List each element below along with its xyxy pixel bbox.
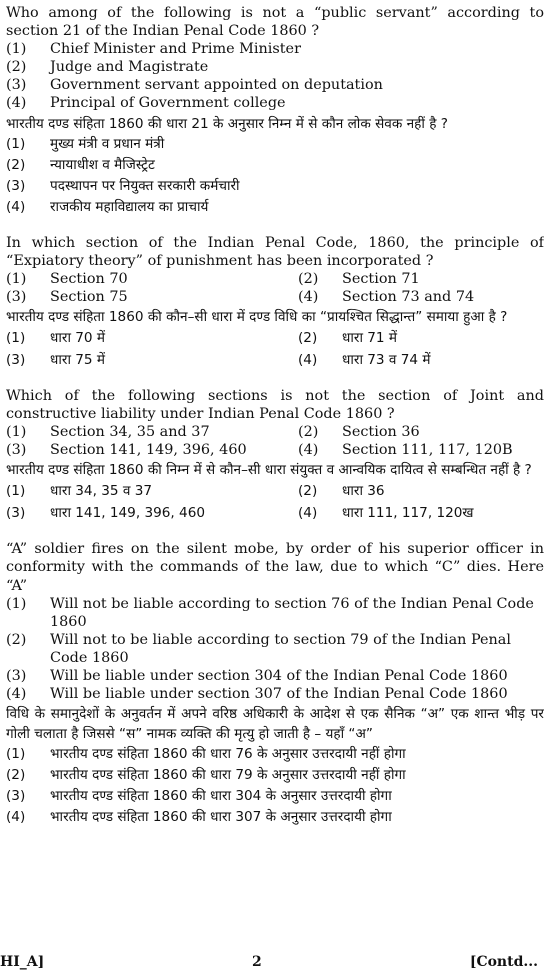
option-number: (2) xyxy=(298,270,319,287)
question-3 xyxy=(6,387,544,524)
option-number: (1) xyxy=(6,41,27,58)
option-text: धारा 75 में xyxy=(50,351,106,368)
option-text: Section 36 xyxy=(342,424,420,441)
question-2-options-en xyxy=(6,270,544,306)
option-row xyxy=(6,197,544,218)
option-cell xyxy=(298,288,544,306)
booklet-code: HI_A] xyxy=(0,954,45,970)
page-footer xyxy=(0,954,538,970)
question-4 xyxy=(6,540,544,828)
option-row xyxy=(6,807,544,828)
option-cell xyxy=(298,270,544,288)
question-2-options-hi xyxy=(6,327,544,371)
option-row xyxy=(6,631,544,667)
option-text: धारा 111, 117, 120ख xyxy=(342,505,474,522)
option-text: पदस्थापन पर नियुक्त सरकारी कर्मचारी xyxy=(50,177,240,194)
option-text: Section 141, 149, 396, 460 xyxy=(50,442,247,459)
question-3-options-en xyxy=(6,423,544,459)
option-number: (1) xyxy=(6,746,26,763)
option-text: Section 34, 35 and 37 xyxy=(50,424,210,441)
option-text: Section 111, 117, 120B xyxy=(342,442,513,459)
question-3-stem-hi: भारतीय दण्ड संहिता 1860 की निम्न में से कौन–सी धारा संयुक्त व आन्वयिक दायित्व से सम्बन्धित नहीं है ? xyxy=(6,462,532,479)
option-text: Judge and Magistrate xyxy=(50,59,209,76)
option-text: Section 73 and 74 xyxy=(342,288,475,305)
option-row xyxy=(6,685,544,703)
question-4-stem-en: “A” soldier fires on the silent mobe, by order of his superior officer in conformity with the commands of the law, due to which “C” dies. Here “A” xyxy=(6,541,544,594)
option-text: धारा 141, 149, 396, 460 xyxy=(50,505,205,522)
option-number: (2) xyxy=(6,767,26,784)
option-text: भारतीय दण्ड संहिता 1860 की धारा 79 के अनुसार उत्तरदायी नहीं होगा xyxy=(50,767,406,784)
option-number: (4) xyxy=(6,809,26,826)
option-text: राजकीय महाविद्यालय का प्राचार्य xyxy=(50,198,209,215)
option-text: Section 71 xyxy=(342,270,420,287)
option-text: Will be liable under section 304 of the Indian Penal Code 1860 xyxy=(50,667,508,684)
question-1-options-hi xyxy=(6,134,544,218)
option-number: (4) xyxy=(298,505,318,522)
option-number: (4) xyxy=(298,351,318,368)
option-text: धारा 70 में xyxy=(50,329,106,346)
option-number: (2) xyxy=(298,424,319,441)
option-number: (4) xyxy=(6,686,27,703)
question-1-options-en xyxy=(6,40,544,112)
option-text: Will not be liable according to section 76 of the Indian Penal Code 1860 xyxy=(50,595,534,630)
option-number: (3) xyxy=(6,77,27,94)
question-4-options-en xyxy=(6,595,544,704)
question-3-stem-en: Which of the following sections is not the section of Joint and constructive liability under Indian Penal Code 1860 ? xyxy=(6,387,544,423)
option-cell xyxy=(298,423,544,441)
option-cell xyxy=(6,327,298,349)
option-number: (3) xyxy=(6,667,27,684)
option-number: (1) xyxy=(6,329,26,346)
option-number: (4) xyxy=(6,95,27,112)
option-row xyxy=(6,134,544,155)
option-row xyxy=(6,176,544,197)
option-number: (3) xyxy=(6,505,26,522)
option-number: (4) xyxy=(298,442,319,459)
option-row xyxy=(6,155,544,176)
option-text: Section 70 xyxy=(50,270,128,287)
option-text: Chief Minister and Prime Minister xyxy=(50,41,301,58)
option-number: (1) xyxy=(6,135,26,152)
question-3-options-hi xyxy=(6,480,544,524)
option-text: धारा 36 xyxy=(342,483,385,500)
option-number: (1) xyxy=(6,270,27,287)
option-text: धारा 73 व 74 में xyxy=(342,351,431,368)
option-row xyxy=(6,40,544,58)
option-cell xyxy=(298,441,544,459)
option-number: (4) xyxy=(6,198,26,215)
question-4-options-hi xyxy=(6,744,544,828)
option-row xyxy=(6,667,544,685)
option-text: न्यायाधीश व मैजिस्ट्रेट xyxy=(50,156,155,173)
option-number: (3) xyxy=(6,442,27,459)
option-row xyxy=(6,58,544,76)
option-cell xyxy=(6,349,298,371)
option-text: Government servant appointed on deputation xyxy=(50,77,383,94)
option-number: (2) xyxy=(6,631,27,648)
option-cell xyxy=(298,502,544,524)
option-row xyxy=(6,94,544,112)
option-text: धारा 34, 35 व 37 xyxy=(50,483,153,500)
question-1 xyxy=(6,4,544,218)
option-cell xyxy=(298,327,544,349)
option-cell xyxy=(298,349,544,371)
option-number: (4) xyxy=(298,288,319,305)
option-number: (2) xyxy=(6,59,27,76)
option-number: (3) xyxy=(6,788,26,805)
question-2 xyxy=(6,234,544,371)
option-cell xyxy=(6,502,298,524)
option-cell xyxy=(6,270,298,288)
question-2-stem-hi: भारतीय दण्ड संहिता 1860 की कौन–सी धारा में दण्ड विधि का “प्रायश्चित सिद्धान्त” समाया हुआ है ? xyxy=(6,308,508,325)
exam-page xyxy=(6,4,544,979)
option-cell xyxy=(6,480,298,502)
option-text: Principal of Government college xyxy=(50,95,286,112)
option-number: (2) xyxy=(6,156,26,173)
option-cell xyxy=(6,288,298,306)
option-row xyxy=(6,595,544,631)
option-text: Will not to be liable according to section 79 of the Indian Penal Code 1860 xyxy=(50,631,511,666)
option-number: (1) xyxy=(6,483,26,500)
option-number: (2) xyxy=(298,329,318,346)
option-number: (3) xyxy=(6,288,27,305)
question-1-stem-en: Who among of the following is not a “public servant” according to section 21 of the Indian Penal Code 1860 ? xyxy=(6,5,544,40)
option-text: मुख्य मंत्री व प्रधान मंत्री xyxy=(50,135,165,152)
option-text: धारा 71 में xyxy=(342,329,398,346)
option-text: Section 75 xyxy=(50,288,128,305)
option-cell xyxy=(6,423,298,441)
option-number: (1) xyxy=(6,424,27,441)
continued-label: [Contd... xyxy=(469,954,538,970)
option-text: भारतीय दण्ड संहिता 1860 की धारा 307 के अनुसार उत्तरदायी होगा xyxy=(50,809,392,826)
option-row xyxy=(6,76,544,94)
question-1-stem-hi: भारतीय दण्ड संहिता 1860 की धारा 21 के अनुसार निम्न में से कौन लोक सेवक नहीं है ? xyxy=(6,115,448,132)
option-cell xyxy=(6,441,298,459)
question-2-stem-en: In which section of the Indian Penal Code, 1860, the principle of “Expiatory theory” of punishment has been incorporated ? xyxy=(6,234,544,269)
option-text: Will be liable under section 307 of the Indian Penal Code 1860 xyxy=(50,686,508,703)
option-number: (3) xyxy=(6,177,26,194)
option-number: (3) xyxy=(6,351,26,368)
option-row xyxy=(6,744,544,765)
option-number: (1) xyxy=(6,595,27,612)
option-number: (2) xyxy=(298,483,318,500)
option-text: भारतीय दण्ड संहिता 1860 की धारा 304 के अनुसार उत्तरदायी होगा xyxy=(50,788,392,805)
option-cell xyxy=(298,480,544,502)
option-text: भारतीय दण्ड संहिता 1860 की धारा 76 के अनुसार उत्तरदायी नहीं होगा xyxy=(50,746,406,763)
question-4-stem-hi: विधि के समानुदेशों के अनुवर्तन में अपने वरिष्ठ अधिकारी के आदेश से एक सैनिक “अ” एक शान्त भीड़ पर गोली चलाता है जिससे “स” नामक व्यक्ति की मृत्यु हो जाती है – यहाँ “अ” xyxy=(6,706,544,743)
page-number: 2 xyxy=(252,954,262,970)
option-row xyxy=(6,786,544,807)
option-row xyxy=(6,765,544,786)
